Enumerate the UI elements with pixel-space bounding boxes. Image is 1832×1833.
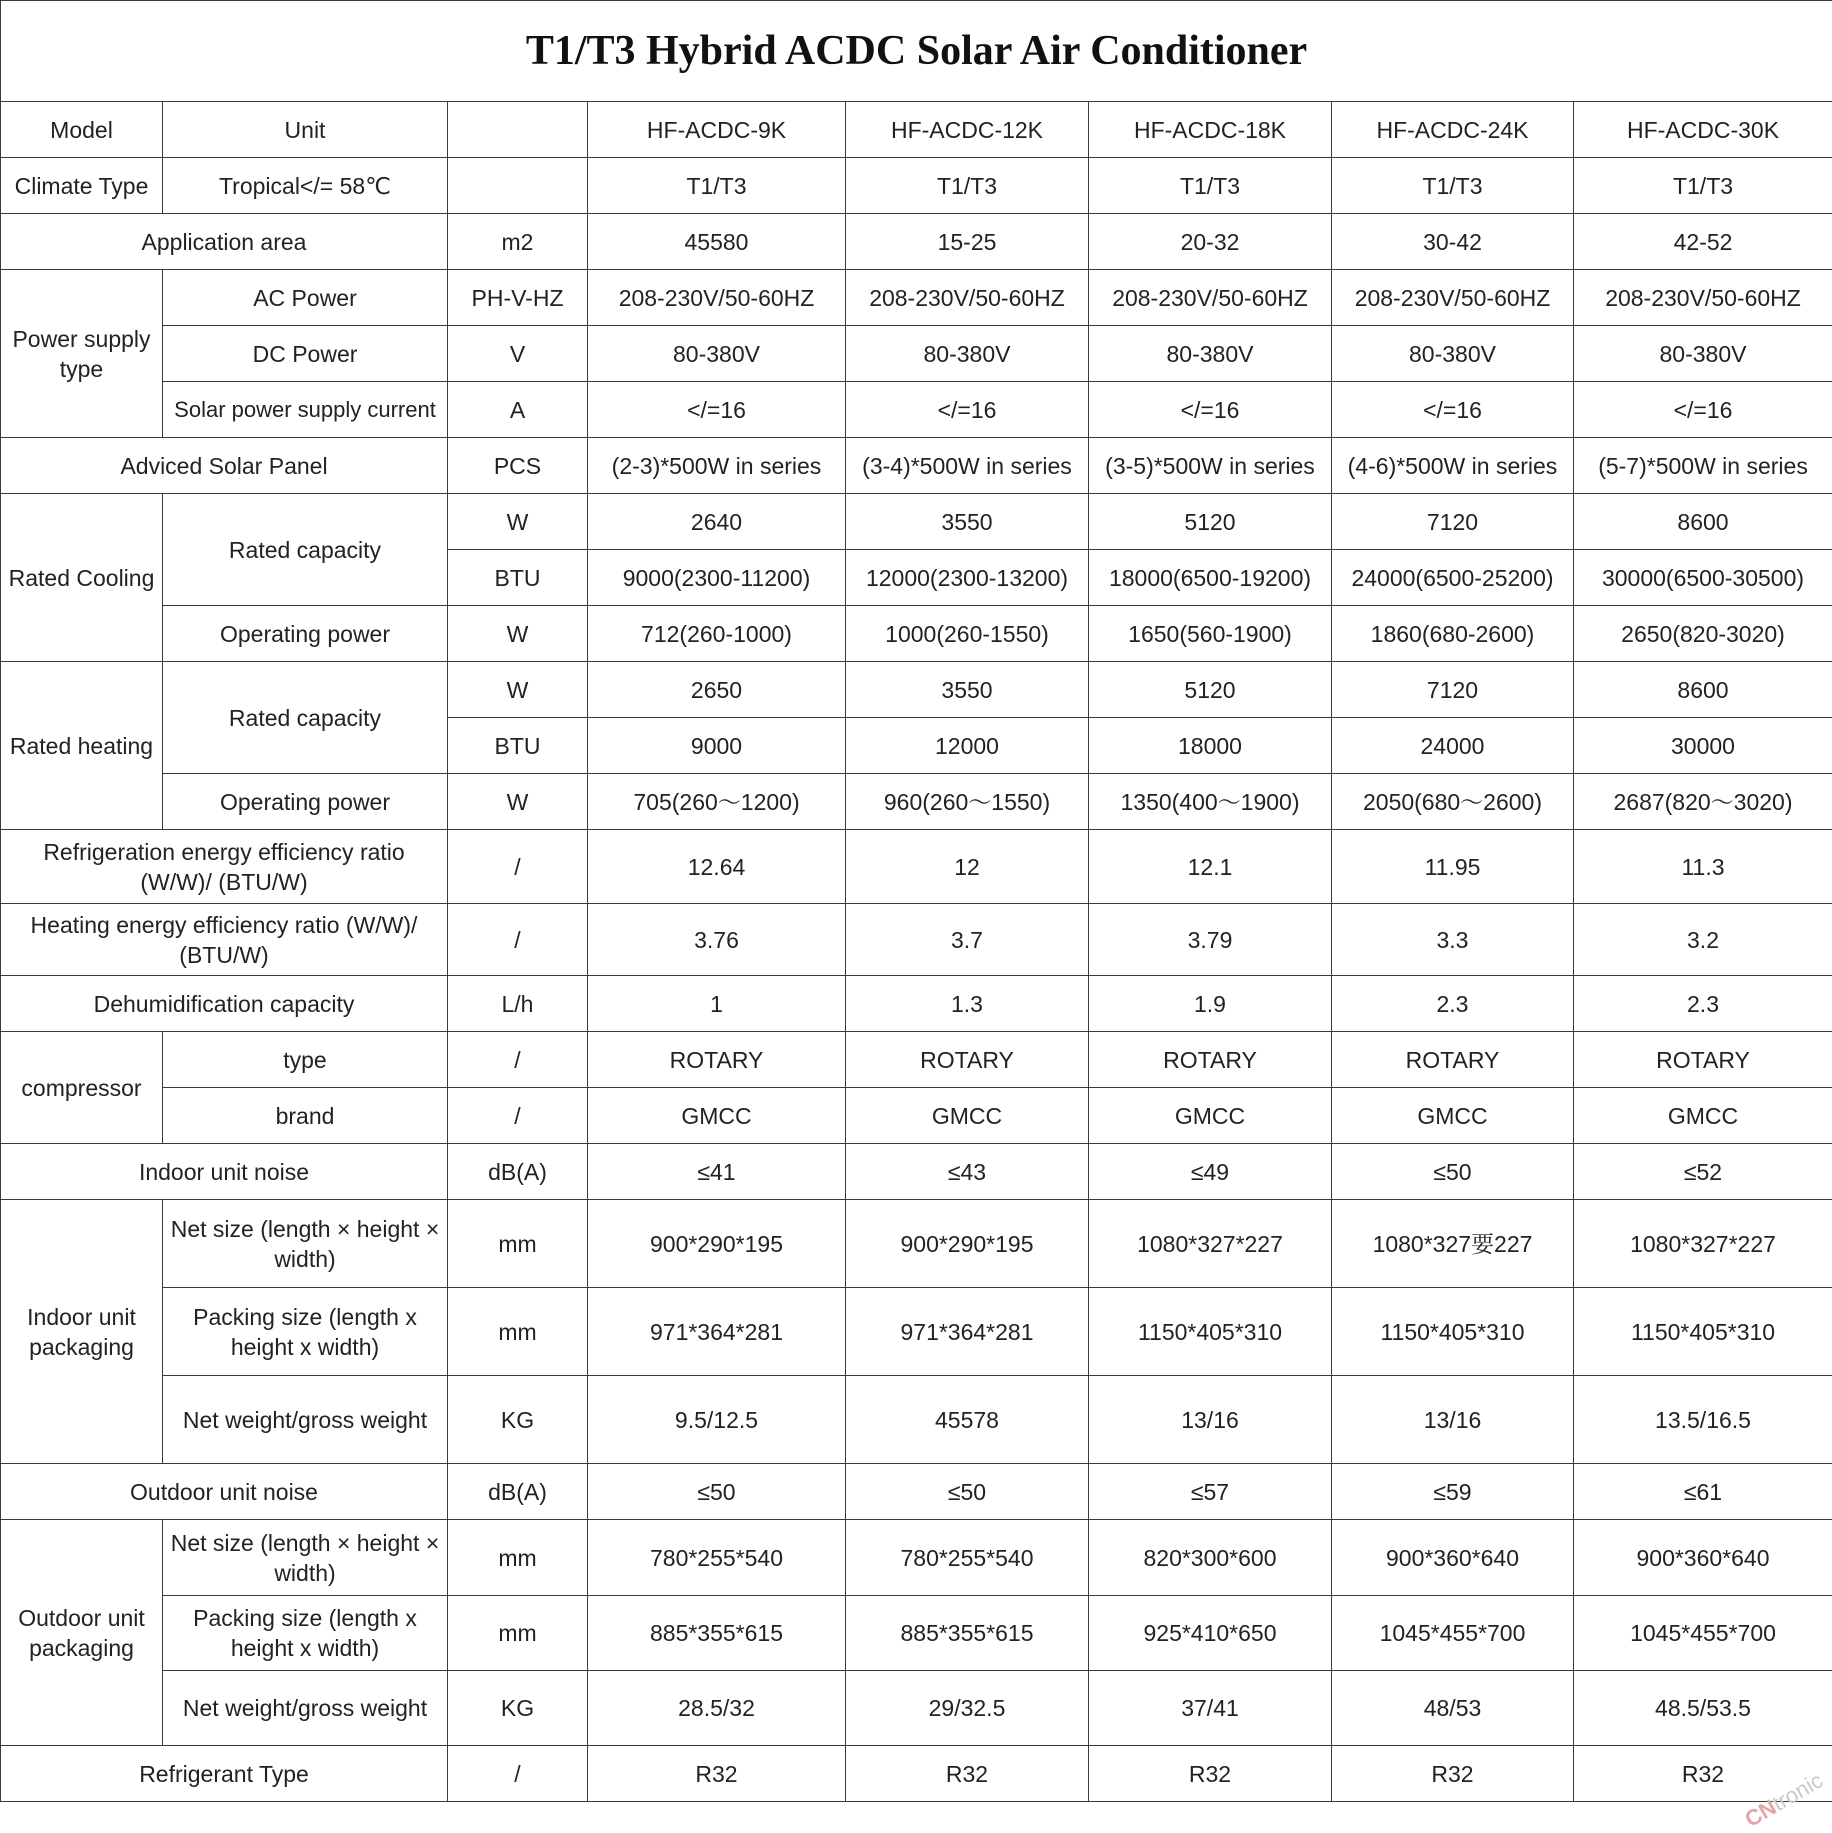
row-sublabel-climate: Tropical</= 58℃	[163, 158, 448, 214]
model-name: HF-ACDC-24K	[1332, 102, 1574, 158]
watermark-text: tronic	[1768, 1767, 1827, 1816]
value-cell: 208-230V/50-60HZ	[588, 270, 846, 326]
row-label-cooling-power: Operating power	[163, 606, 448, 662]
row-label-climate: Climate Type	[1, 158, 163, 214]
row-label-eer: Refrigeration energy efficiency ratio (W/W)/ (BTU/W)	[1, 830, 448, 904]
unit-cell: KG	[448, 1671, 588, 1746]
value-cell: T1/T3	[846, 158, 1089, 214]
unit-cell: /	[448, 1032, 588, 1088]
row-label-indoor-weight: Net weight/gross weight	[163, 1376, 448, 1464]
unit-cell: /	[448, 904, 588, 976]
value-cell: T1/T3	[1332, 158, 1574, 214]
value-cell: (2-3)*500W in series	[588, 438, 846, 494]
value-cell: 2650(820-3020)	[1574, 606, 1832, 662]
value-cell: 13.5/16.5	[1574, 1376, 1832, 1464]
value-cell: ≤43	[846, 1144, 1089, 1200]
value-cell: ROTARY	[588, 1032, 846, 1088]
value-cell: T1/T3	[1089, 158, 1332, 214]
value-cell: </=16	[1089, 382, 1332, 438]
value-cell: 712(260-1000)	[588, 606, 846, 662]
value-cell: </=16	[1332, 382, 1574, 438]
value-cell: 13/16	[1089, 1376, 1332, 1464]
value-cell: 820*300*600	[1089, 1520, 1332, 1596]
unit-cell: mm	[448, 1596, 588, 1671]
row-label-solar-current: Solar power supply current	[163, 382, 448, 438]
row-label-indoor-net-size: Net size (length × height × width)	[163, 1200, 448, 1288]
row-label-cooling-capacity: Rated capacity	[163, 494, 448, 606]
value-cell: ≤50	[846, 1464, 1089, 1520]
value-cell: 208-230V/50-60HZ	[1574, 270, 1832, 326]
value-cell: 9.5/12.5	[588, 1376, 846, 1464]
row-group-outdoor-packaging: Outdoor unit packaging	[1, 1520, 163, 1746]
value-cell: 5120	[1089, 662, 1332, 718]
value-cell: 13/16	[1332, 1376, 1574, 1464]
value-cell: 15-25	[846, 214, 1089, 270]
value-cell: 1	[588, 976, 846, 1032]
value-cell: 885*355*615	[588, 1596, 846, 1671]
unit-cell: PH-V-HZ	[448, 270, 588, 326]
value-cell: 12.1	[1089, 830, 1332, 904]
unit-cell: /	[448, 830, 588, 904]
value-cell: 900*290*195	[588, 1200, 846, 1288]
value-cell: 1860(680-2600)	[1332, 606, 1574, 662]
value-cell: ≤61	[1574, 1464, 1832, 1520]
value-cell: 1080*327*227	[1089, 1200, 1332, 1288]
value-cell: 80-380V	[846, 326, 1089, 382]
value-cell: 48/53	[1332, 1671, 1574, 1746]
value-cell: 208-230V/50-60HZ	[1332, 270, 1574, 326]
table-row-compressor-type	[1, 1032, 1832, 1088]
unit-cell: dB(A)	[448, 1144, 588, 1200]
value-cell: ROTARY	[1574, 1032, 1832, 1088]
table-row-outdoor-weight	[1, 1671, 1832, 1746]
table-row-model	[1, 102, 1832, 158]
value-cell: 48.5/53.5	[1574, 1671, 1832, 1746]
value-cell: 12000(2300-13200)	[846, 550, 1089, 606]
value-cell: 12000	[846, 718, 1089, 774]
value-cell: 5120	[1089, 494, 1332, 550]
value-cell: 900*290*195	[846, 1200, 1089, 1288]
unit-cell: KG	[448, 1376, 588, 1464]
row-label-refrigerant: Refrigerant Type	[1, 1746, 448, 1802]
row-label-solar-panel: Adviced Solar Panel	[1, 438, 448, 494]
value-cell: 1000(260-1550)	[846, 606, 1089, 662]
table-row-climate	[1, 158, 1832, 214]
value-cell: GMCC	[588, 1088, 846, 1144]
value-cell: 12	[846, 830, 1089, 904]
unit-cell: A	[448, 382, 588, 438]
row-group-compressor: compressor	[1, 1032, 163, 1144]
unit-cell: PCS	[448, 438, 588, 494]
value-cell: 2687(820～3020)	[1574, 774, 1832, 830]
row-group-rated-cooling: Rated Cooling	[1, 494, 163, 662]
value-cell: 2050(680～2600)	[1332, 774, 1574, 830]
value-cell: 18000(6500-19200)	[1089, 550, 1332, 606]
value-cell: 1045*455*700	[1332, 1596, 1574, 1671]
row-label-indoor-pack-size: Packing size (length x height x width)	[163, 1288, 448, 1376]
unit-cell: BTU	[448, 550, 588, 606]
value-cell: 80-380V	[1574, 326, 1832, 382]
unit-cell: /	[448, 1088, 588, 1144]
unit-cell: mm	[448, 1288, 588, 1376]
value-cell: GMCC	[1574, 1088, 1832, 1144]
unit-cell: W	[448, 774, 588, 830]
row-label-indoor-noise: Indoor unit noise	[1, 1144, 448, 1200]
value-cell: 3.79	[1089, 904, 1332, 976]
value-cell: 3550	[846, 662, 1089, 718]
value-cell: R32	[1574, 1746, 1832, 1802]
value-cell: 20-32	[1089, 214, 1332, 270]
row-label-model: Model	[1, 102, 163, 158]
value-cell: 80-380V	[588, 326, 846, 382]
value-cell: 780*255*540	[846, 1520, 1089, 1596]
row-label-compressor-brand: brand	[163, 1088, 448, 1144]
unit-cell: W	[448, 606, 588, 662]
value-cell: </=16	[1574, 382, 1832, 438]
table-row-outdoor-net-size	[1, 1520, 1832, 1596]
row-label-outdoor-net-size: Net size (length × height × width)	[163, 1520, 448, 1596]
empty-cell	[448, 102, 588, 158]
value-cell: 42-52	[1574, 214, 1832, 270]
value-cell: 1080*327*227	[1574, 1200, 1832, 1288]
table-row-dehumid	[1, 976, 1832, 1032]
value-cell: 12.64	[588, 830, 846, 904]
value-cell: 45578	[846, 1376, 1089, 1464]
value-cell: 45580	[588, 214, 846, 270]
value-cell: 8600	[1574, 494, 1832, 550]
unit-cell: mm	[448, 1520, 588, 1596]
value-cell: ROTARY	[846, 1032, 1089, 1088]
value-cell: 1650(560-1900)	[1089, 606, 1332, 662]
model-name: HF-ACDC-30K	[1574, 102, 1832, 158]
value-cell: R32	[1089, 1746, 1332, 1802]
row-label-compressor-type: type	[163, 1032, 448, 1088]
row-label-dc-power: DC Power	[163, 326, 448, 382]
table-row-refrigerant	[1, 1746, 1832, 1802]
value-cell: 1045*455*700	[1574, 1596, 1832, 1671]
unit-cell: dB(A)	[448, 1464, 588, 1520]
table-row-heating-power	[1, 774, 1832, 830]
row-group-rated-heating: Rated heating	[1, 662, 163, 830]
value-cell: 28.5/32	[588, 1671, 846, 1746]
value-cell: 3.76	[588, 904, 846, 976]
value-cell: 30000(6500-30500)	[1574, 550, 1832, 606]
table-row-indoor-weight	[1, 1376, 1832, 1464]
value-cell: 705(260～1200)	[588, 774, 846, 830]
page-title: T1/T3 Hybrid ACDC Solar Air Conditioner	[1, 1, 1832, 102]
row-label-outdoor-noise: Outdoor unit noise	[1, 1464, 448, 1520]
value-cell: (3-5)*500W in series	[1089, 438, 1332, 494]
value-cell: 1080*327要227	[1332, 1200, 1574, 1288]
row-group-power-supply: Power supply type	[1, 270, 163, 438]
model-name: HF-ACDC-12K	[846, 102, 1089, 158]
table-row-indoor-pack-size	[1, 1288, 1832, 1376]
value-cell: R32	[846, 1746, 1089, 1802]
row-label-outdoor-weight: Net weight/gross weight	[163, 1671, 448, 1746]
value-cell: 900*360*640	[1332, 1520, 1574, 1596]
value-cell: 2640	[588, 494, 846, 550]
value-cell: 1350(400～1900)	[1089, 774, 1332, 830]
table-row-application	[1, 214, 1832, 270]
value-cell: 37/41	[1089, 1671, 1332, 1746]
value-cell: 3.7	[846, 904, 1089, 976]
unit-cell: m2	[448, 214, 588, 270]
value-cell: T1/T3	[1574, 158, 1832, 214]
value-cell: GMCC	[1089, 1088, 1332, 1144]
value-cell: R32	[588, 1746, 846, 1802]
table-row-solar-panel	[1, 438, 1832, 494]
value-cell: 3.2	[1574, 904, 1832, 976]
value-cell: (3-4)*500W in series	[846, 438, 1089, 494]
value-cell: 960(260～1550)	[846, 774, 1089, 830]
value-cell: 2.3	[1574, 976, 1832, 1032]
value-cell: 80-380V	[1089, 326, 1332, 382]
row-label-unit: Unit	[163, 102, 448, 158]
watermark-prefix: CN	[1741, 1794, 1781, 1832]
value-cell: GMCC	[846, 1088, 1089, 1144]
value-cell: 29/32.5	[846, 1671, 1089, 1746]
value-cell: 1150*405*310	[1332, 1288, 1574, 1376]
value-cell: ≤50	[1332, 1144, 1574, 1200]
unit-cell: V	[448, 326, 588, 382]
value-cell: (4-6)*500W in series	[1332, 438, 1574, 494]
value-cell: ROTARY	[1089, 1032, 1332, 1088]
table-row-indoor-noise	[1, 1144, 1832, 1200]
value-cell: 1.9	[1089, 976, 1332, 1032]
value-cell: 971*364*281	[846, 1288, 1089, 1376]
table-row-dc-power	[1, 326, 1832, 382]
value-cell: 780*255*540	[588, 1520, 846, 1596]
table-row-cooling-w	[1, 494, 1832, 550]
row-label-dehumid: Dehumidification capacity	[1, 976, 448, 1032]
row-label-ac-power: AC Power	[163, 270, 448, 326]
table-row-compressor-brand	[1, 1088, 1832, 1144]
model-name: HF-ACDC-9K	[588, 102, 846, 158]
value-cell: 30000	[1574, 718, 1832, 774]
row-label-application: Application area	[1, 214, 448, 270]
value-cell: 7120	[1332, 662, 1574, 718]
value-cell: 925*410*650	[1089, 1596, 1332, 1671]
value-cell: 885*355*615	[846, 1596, 1089, 1671]
table-row-eer	[1, 830, 1832, 904]
value-cell: R32	[1332, 1746, 1574, 1802]
value-cell: ROTARY	[1332, 1032, 1574, 1088]
value-cell: 24000(6500-25200)	[1332, 550, 1574, 606]
value-cell: T1/T3	[588, 158, 846, 214]
model-name: HF-ACDC-18K	[1089, 102, 1332, 158]
value-cell: ≤59	[1332, 1464, 1574, 1520]
value-cell: 9000	[588, 718, 846, 774]
value-cell: 18000	[1089, 718, 1332, 774]
unit-cell: L/h	[448, 976, 588, 1032]
row-label-heating-power: Operating power	[163, 774, 448, 830]
value-cell: 208-230V/50-60HZ	[846, 270, 1089, 326]
value-cell: ≤41	[588, 1144, 846, 1200]
value-cell: 30-42	[1332, 214, 1574, 270]
unit-cell: /	[448, 1746, 588, 1802]
value-cell: 8600	[1574, 662, 1832, 718]
table-row-cop	[1, 904, 1832, 976]
value-cell: GMCC	[1332, 1088, 1574, 1144]
value-cell: 971*364*281	[588, 1288, 846, 1376]
value-cell: 80-380V	[1332, 326, 1574, 382]
value-cell: (5-7)*500W in series	[1574, 438, 1832, 494]
value-cell: 1.3	[846, 976, 1089, 1032]
value-cell: 9000(2300-11200)	[588, 550, 846, 606]
value-cell: 1150*405*310	[1089, 1288, 1332, 1376]
unit-cell: BTU	[448, 718, 588, 774]
table-row-ac-power	[1, 270, 1832, 326]
row-group-indoor-packaging: Indoor unit packaging	[1, 1200, 163, 1464]
unit-cell: mm	[448, 1200, 588, 1288]
unit-cell	[448, 158, 588, 214]
value-cell: </=16	[588, 382, 846, 438]
table-row-solar-current	[1, 382, 1832, 438]
table-row-heating-w	[1, 662, 1832, 718]
row-label-outdoor-pack-size: Packing size (length x height x width)	[163, 1596, 448, 1671]
value-cell: 900*360*640	[1574, 1520, 1832, 1596]
table-row-cooling-power	[1, 606, 1832, 662]
value-cell: </=16	[846, 382, 1089, 438]
unit-cell: W	[448, 662, 588, 718]
row-label-cop: Heating energy efficiency ratio (W/W)/ (BTU/W)	[1, 904, 448, 976]
value-cell: ≤57	[1089, 1464, 1332, 1520]
table-row-outdoor-noise	[1, 1464, 1832, 1520]
value-cell: 11.95	[1332, 830, 1574, 904]
row-label-heating-capacity: Rated capacity	[163, 662, 448, 774]
value-cell: ≤50	[588, 1464, 846, 1520]
value-cell: 7120	[1332, 494, 1574, 550]
value-cell: ≤49	[1089, 1144, 1332, 1200]
value-cell: 2650	[588, 662, 846, 718]
value-cell: 3550	[846, 494, 1089, 550]
value-cell: 3.3	[1332, 904, 1574, 976]
value-cell: ≤52	[1574, 1144, 1832, 1200]
unit-cell: W	[448, 494, 588, 550]
value-cell: 2.3	[1332, 976, 1574, 1032]
value-cell: 1150*405*310	[1574, 1288, 1832, 1376]
table-row-outdoor-pack-size	[1, 1596, 1832, 1671]
value-cell: 24000	[1332, 718, 1574, 774]
table-row-indoor-net-size	[1, 1200, 1832, 1288]
value-cell: 208-230V/50-60HZ	[1089, 270, 1332, 326]
value-cell: 11.3	[1574, 830, 1832, 904]
